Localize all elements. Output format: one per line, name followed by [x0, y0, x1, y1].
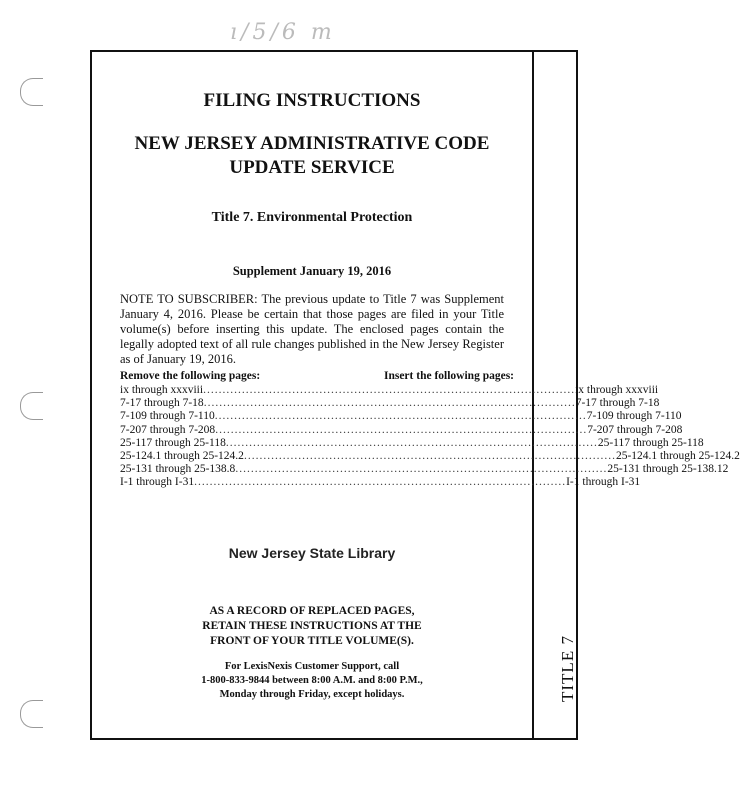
- record-notice-line3: FRONT OF YOUR TITLE VOLUME(S).: [210, 635, 414, 647]
- remove-range: 25-131 through 25-138.8: [120, 463, 236, 476]
- insert-range: 25-124.1 through 25-124.2: [615, 449, 740, 462]
- table-row: 7-109 through 7-110 ................................................................................................ 7-109 through 7-110: [120, 410, 682, 423]
- handwritten-mark: ı/5/6 m: [230, 20, 336, 45]
- subscriber-note: NOTE TO SUBSCRIBER: The previous update to Title 7 was Supplement January 4, 2016. Please be certain that those pages are filed in your Title volume(s) before inserting this update. The enclosed pages contain the legally adopted text of all rule changes published in the New Jersey Register as of January 19, 2016.: [120, 292, 504, 366]
- remove-range: 7-17 through 7-18: [120, 397, 204, 410]
- code-heading-line1: NEW JERSEY ADMINISTRATIVE CODE: [134, 133, 490, 154]
- record-notice-line1: AS A RECORD OF REPLACED PAGES,: [209, 605, 415, 617]
- supplement-date: Supplement January 19, 2016: [232, 264, 392, 278]
- code-heading: [92, 132, 532, 180]
- remove-range: I-1 through I-31: [120, 476, 195, 489]
- insert-range: 25-131 through 25-138.12: [607, 463, 729, 476]
- table-row: 25-131 through 25-138.8 ................................................................................................ 25-131 through 25-138.12: [120, 463, 729, 476]
- insert-range: 7-207 through 7-208: [587, 423, 683, 436]
- code-heading-line2: UPDATE SERVICE: [229, 157, 395, 178]
- remove-range: 7-207 through 7-208: [120, 423, 216, 436]
- table-row: I-1 through I-31 ................................................................................................ I-1 through I-31: [120, 476, 641, 489]
- remove-header: Remove the following pages:: [120, 370, 261, 382]
- page-title: FILING INSTRUCTIONS: [203, 90, 421, 111]
- title-tab-label: TITLE 7: [558, 635, 577, 702]
- insert-range: ix through xxxviii: [575, 384, 659, 396]
- insert-range: I-1 through I-31: [566, 476, 641, 489]
- library-stamp: New Jersey State Library: [228, 545, 396, 561]
- record-notice: [92, 604, 532, 649]
- title-name: Title 7. Environmental Protection: [211, 210, 413, 225]
- record-notice-line2: RETAIN THESE INSTRUCTIONS AT THE: [202, 620, 422, 632]
- table-row: 7-17 through 7-18 ................................................................................................ 7-17 through 7-18: [120, 397, 660, 410]
- insert-range: 7-109 through 7-110: [586, 410, 682, 423]
- table-row: 25-124.1 through 25-124.2 ................................................................................................ 25-124.1 through 25-124.2: [120, 449, 740, 462]
- table-row: ix through xxxviii ................................................................................................ ix through xxxviii: [120, 384, 659, 396]
- support-line3: Monday through Friday, except holidays.: [219, 689, 405, 700]
- remove-range: 7-109 through 7-110: [120, 410, 215, 423]
- remove-range: 25-124.1 through 25-124.2: [120, 449, 244, 462]
- support-line2: 1-800-833-9844 between 8:00 A.M. and 8:00 P.M.,: [201, 675, 423, 686]
- filing-sheet: [90, 50, 740, 740]
- table-row: 25-117 through 25-118 ................................................................................................ 25-117 through 25-118: [120, 436, 704, 449]
- table-row: 7-207 through 7-208 ................................................................................................ 7-207 through 7-208: [120, 423, 683, 436]
- pages-table: [120, 384, 740, 490]
- insert-header: Insert the following pages:: [383, 370, 514, 382]
- insert-range: 7-17 through 7-18: [575, 397, 660, 410]
- binder-hole: [20, 78, 43, 106]
- customer-support: [92, 660, 532, 702]
- support-line1: For LexisNexis Customer Support, call: [224, 661, 400, 672]
- insert-range: 25-117 through 25-118: [597, 436, 704, 449]
- remove-range: 25-117 through 25-118: [120, 436, 226, 449]
- binder-hole: [20, 700, 43, 728]
- remove-range: ix through xxxviii: [120, 384, 204, 396]
- binder-hole: [20, 392, 43, 420]
